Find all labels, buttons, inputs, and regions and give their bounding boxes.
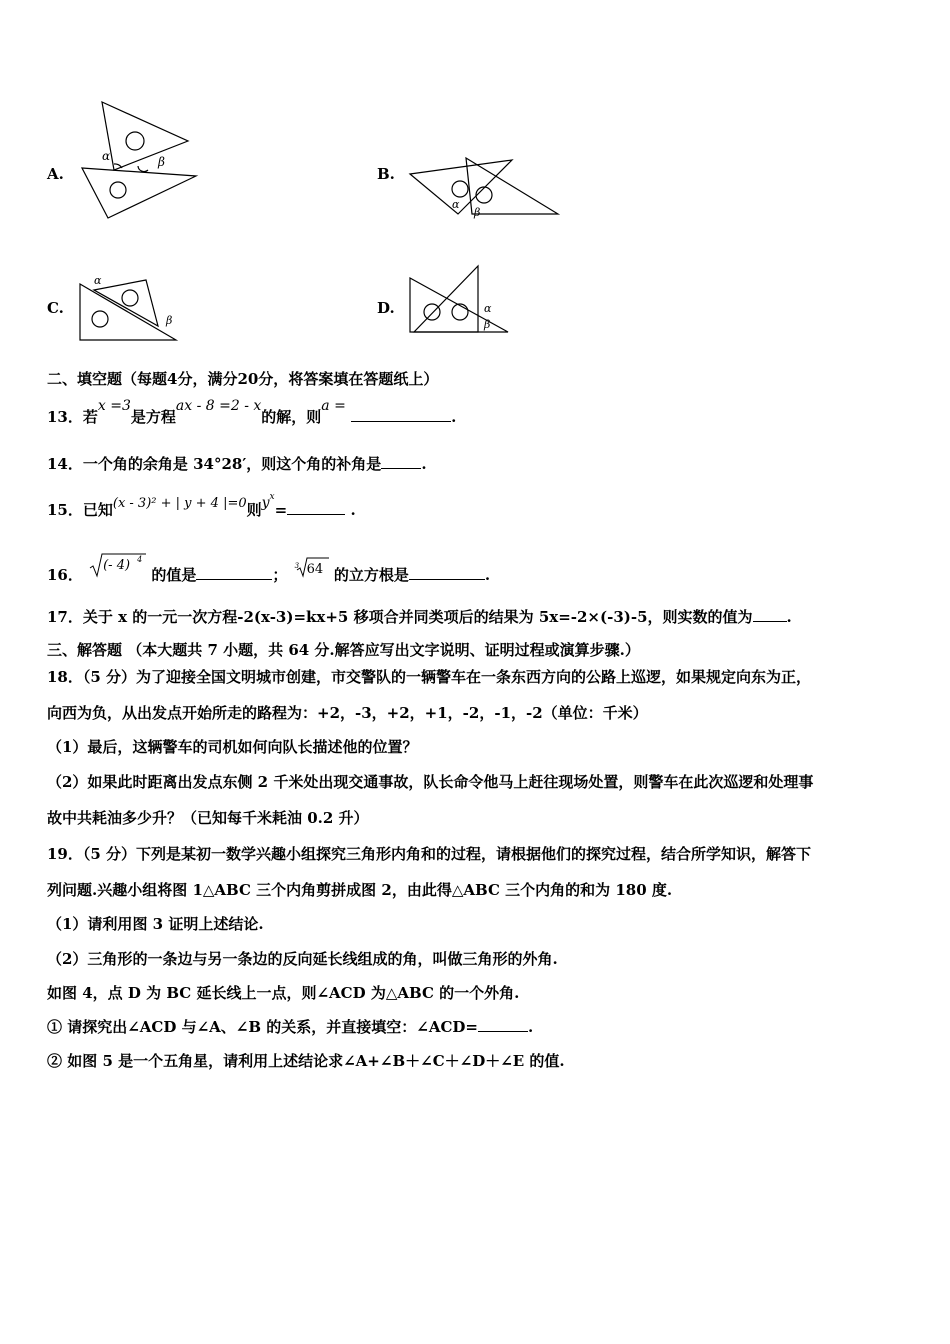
answer-blank[interactable] bbox=[287, 500, 345, 515]
triangle-ruler-top bbox=[102, 102, 188, 170]
sqrt-expression: (- 4) 4 bbox=[88, 560, 146, 580]
question-18-line1: 18．（5 分）为了迎接全国文明城市创建，市交警队的一辆警车在一条东西方向的公路上巡逻，如果规定向东为正， bbox=[47, 668, 812, 686]
question-13: 13．若x =3是方程ax - 8 =2 - x的解，则a = . bbox=[47, 398, 457, 426]
triangle-ruler-top bbox=[94, 280, 158, 326]
circle-hole bbox=[424, 304, 440, 320]
answer-blank[interactable] bbox=[351, 407, 451, 422]
circle-hole bbox=[110, 182, 126, 198]
question-18-part1: （1）最后，这辆警车的司机如何向队长描述他的位置？ bbox=[47, 738, 418, 756]
question-19-part2-fig4: 如图 4，点 D 为 BC 延长线上一点，则∠ACD 为△ABC 的一个外角. bbox=[47, 984, 520, 1002]
option-a-figure bbox=[78, 98, 203, 223]
triangle-ruler-bottom bbox=[80, 284, 176, 340]
circle-hole bbox=[126, 132, 144, 150]
circle-hole bbox=[476, 187, 492, 203]
beta-label: β bbox=[158, 155, 165, 169]
triangle-ruler-right bbox=[414, 266, 478, 332]
answer-blank[interactable] bbox=[409, 565, 485, 580]
option-b-label: B. bbox=[377, 165, 395, 183]
triangle-ruler-left bbox=[410, 160, 512, 214]
option-a-label: A. bbox=[47, 165, 64, 183]
beta-label: β bbox=[484, 318, 491, 331]
question-15: 15．已知(x - 3)² + | y + 4 |=0则$y^x=$ . bbox=[47, 492, 356, 519]
triangle-ruler-bottom bbox=[82, 168, 196, 218]
answer-blank[interactable] bbox=[381, 454, 421, 469]
question-18-line2: 向西为负，从出发点开始所走的路程为：+2，-3，+2，+1，-2，-1，-2（单位：千米） bbox=[47, 704, 648, 722]
question-19-line1: 19．（5 分）下列是某初一数学兴趣小组探究三角形内角和的过程，请根据他们的探究过程，结合所学知识，解答下 bbox=[47, 845, 812, 863]
circle-hole bbox=[452, 181, 468, 197]
circle-hole bbox=[452, 304, 468, 320]
circle-hole bbox=[92, 311, 108, 327]
option-c-label: C. bbox=[47, 299, 64, 317]
question-18-part2b: 故中共耗油多少升？（已知每千米耗油 0.2 升） bbox=[47, 809, 369, 827]
answer-blank[interactable] bbox=[753, 607, 787, 622]
question-19-part2: （2）三角形的一条边与另一条边的反向延长线组成的角，叫做三角形的外角. bbox=[47, 950, 558, 968]
question-18-part2a: （2）如果此时距离出发点东侧 2 千米处出现交通事故，队长命令他马上赶往现场处置，则警车在此次巡逻和处理事 bbox=[47, 773, 814, 791]
section2-heading: 二、填空题（每题4分，满分20分，将答案填在答题纸上） bbox=[47, 370, 439, 388]
cube-root-expression: 3 64 bbox=[293, 560, 329, 580]
beta-label: β bbox=[474, 206, 481, 219]
question-16: 16． (- 4) 4 的值是 ； 3 64 的立方根是 . bbox=[47, 560, 490, 585]
alpha-label: α bbox=[484, 302, 492, 315]
alpha-label: α bbox=[102, 149, 111, 163]
question-19-subq1: ① 请探究出∠ACD 与∠A、∠B 的关系，并直接填空：∠ACD= . bbox=[47, 1018, 534, 1036]
question-19-subq2: ② 如图 5 是一个五角星，请利用上述结论求∠A+∠B＋∠C＋∠D＋∠E 的值. bbox=[47, 1052, 565, 1070]
question-19-part1: （1）请利用图 3 证明上述结论. bbox=[47, 915, 264, 933]
option-d-figure bbox=[408, 262, 518, 344]
answer-blank[interactable] bbox=[478, 1017, 528, 1032]
alpha-label: α bbox=[452, 198, 460, 211]
beta-label: β bbox=[166, 314, 173, 327]
option-b-figure bbox=[408, 152, 568, 224]
question-14: 14．一个角的余角是 34°28′，则这个角的补角是 . bbox=[47, 455, 427, 473]
option-c-figure bbox=[78, 270, 183, 345]
answer-blank[interactable] bbox=[196, 565, 272, 580]
question-19-line2: 列问题.兴趣小组将图 1△ABC 三个内角剪拼成图 2，由此得△ABC 三个内角的和为 180 度. bbox=[47, 881, 673, 899]
section3-heading: 三、解答题 （本大题共 7 小题，共 64 分.解答应写出文字说明、证明过程或演算步骤.） bbox=[47, 641, 640, 659]
alpha-label: α bbox=[94, 274, 102, 287]
circle-hole bbox=[122, 290, 138, 306]
option-d-label: D. bbox=[377, 299, 395, 317]
question-17: 17．关于 x 的一元一次方程-2(x-3)=kx+5 移项合并同类项后的结果为 5x=-2×(-3)-5，则实数的值为 . bbox=[47, 608, 792, 626]
